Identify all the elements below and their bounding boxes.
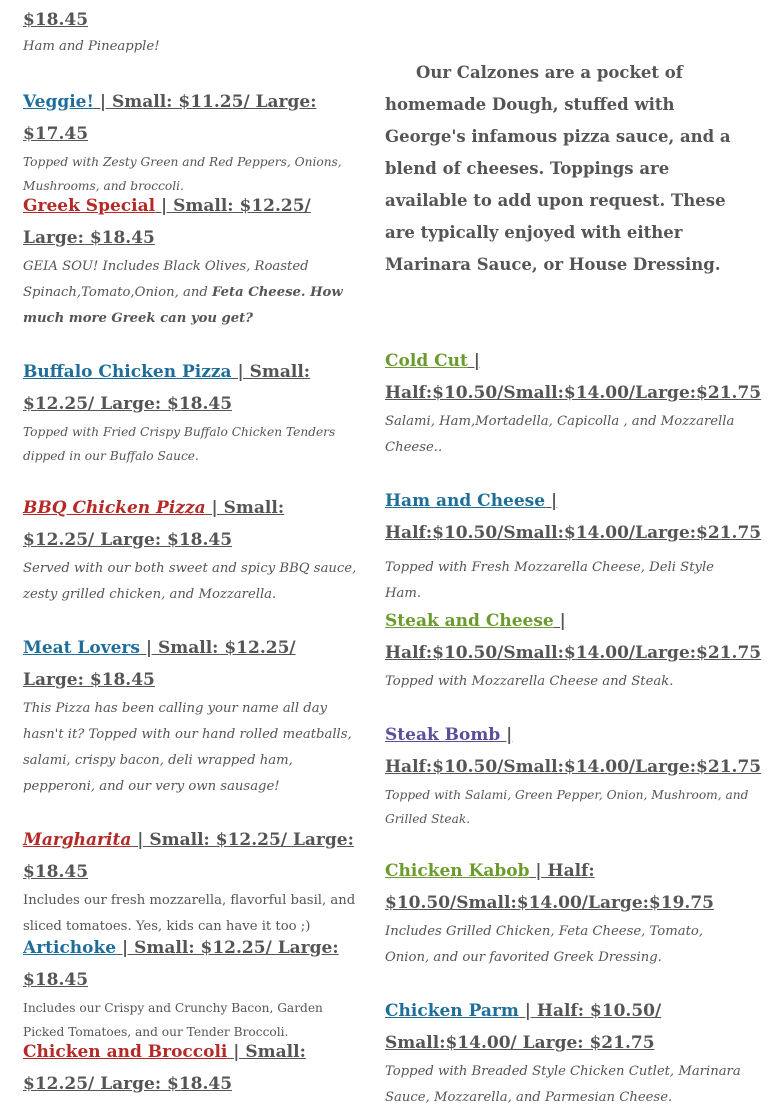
menu-item-link[interactable]: Meat Lovers — [23, 638, 140, 658]
menu-item-description: Ham and Pineapple! — [23, 39, 160, 54]
menu-item-price: | Small: $12.25/ Large: $18.45 — [23, 938, 339, 990]
menu-item-description: Topped with Mozzarella Cheese and Steak. — [385, 674, 674, 689]
menu-item-price: | Small: $12.25/ Large: $18.45 — [23, 362, 311, 414]
calzone-intro: Our Calzones are a pocket of homemade Dough, stuffed with George's infamous pizza sauce, and a blend of cheeses. Toppings are available to add upon request. These are typically enjoyed with either Marinara Sauce, or House Dressing. — [385, 63, 731, 274]
menu-item-link[interactable]: Greek Special — [23, 196, 156, 216]
menu-item-description: Topped with Salami, Green Pepper, Onion, Mushroom, and Grilled Steak. — [385, 788, 749, 826]
menu-item-link[interactable]: Chicken Parm — [385, 1001, 519, 1021]
menu-item-buffalo-chicken — [23, 356, 358, 468]
menu-item-link[interactable]: Chicken Kabob — [385, 861, 530, 881]
menu-item-bbq-chicken — [23, 492, 358, 608]
menu-item-link[interactable]: Margharita — [23, 830, 132, 850]
menu-item-steak-bomb — [385, 719, 762, 831]
menu-item-meat-lovers — [23, 632, 358, 800]
menu-item-price: | Half: $10.50/ Small:$14.00/ Large: $21.75 — [385, 1001, 662, 1053]
menu-item-link[interactable]: Chicken and Broccoli — [23, 1042, 228, 1062]
menu-item-greek-special — [23, 190, 358, 332]
menu-item-veggie — [23, 86, 358, 198]
menu-item-description: Topped with Fried Crispy Buffalo Chicken Tenders dipped in our Buffalo Sauce. — [23, 425, 336, 463]
menu-item-link[interactable]: Steak and Cheese — [385, 611, 554, 631]
menu-item-chicken-broccoli — [23, 1036, 358, 1100]
menu-item-chicken-parm — [385, 995, 750, 1111]
menu-item-price: | Small: $12.25/ Large: $18.45 — [23, 498, 285, 550]
menu-item-price: | Small: $12.25/ Large: $18.45 — [23, 830, 354, 882]
menu-item-price: | Small: $12.25/ Large: $18.45 — [23, 638, 296, 690]
menu-item-chicken-kabob — [385, 855, 750, 971]
menu-item-price: | Half:$10.50/Small:$14.00/Large:$21.75 — [385, 351, 762, 403]
menu-item-link[interactable]: Cold Cut — [385, 351, 468, 371]
menu-item-hawaiian-fragment — [23, 4, 358, 60]
menu-item-price: | Small: $12.25/ Large: $18.45 — [23, 196, 311, 248]
menu-item-link[interactable]: Veggie! — [23, 92, 94, 112]
menu-item-margharita — [23, 824, 358, 940]
menu-item-description: Includes Grilled Chicken, Feta Cheese, Tomato, Onion, and our favorited Greek Dressing. — [385, 924, 704, 965]
menu-item-steak-and-cheese — [385, 605, 762, 695]
menu-item-link[interactable]: Steak Bomb — [385, 725, 501, 745]
menu-item-link[interactable]: Ham and Cheese — [385, 491, 546, 511]
menu-item-description: Salami, Ham,Mortadella, Capicolla , and Mozzarella Cheese.. — [385, 414, 735, 455]
menu-item-price: | Half:$10.50/Small:$14.00/Large:$21.75 — [385, 491, 762, 543]
menu-item-link[interactable]: Artichoke — [23, 938, 117, 958]
menu-item-description: Includes our Crispy and Crunchy Bacon, Garden Picked Tomatoes, and our Tender Broccoli. — [23, 1001, 323, 1039]
menu-item-price: | Half:$10.50/Small:$14.00/Large:$21.75 — [385, 611, 762, 663]
menu-item-link[interactable]: Buffalo Chicken Pizza — [23, 362, 232, 382]
menu-item-description: Topped with Zesty Green and Red Peppers, Onions, Mushrooms, and broccoli. — [23, 155, 342, 193]
menu-item-price: | Half:$10.50/Small:$14.00/Large:$21.75 — [385, 725, 762, 777]
menu-item-description: This Pizza has been calling your name all day hasn't it? Topped with our hand rolled meatballs, salami, crispy bacon, deli wrapped ham, pepperoni, and our very own sausage! — [23, 701, 352, 794]
menu-item-artichoke — [23, 932, 358, 1044]
menu-item-price: | Small: $12.25/ Large: $18.45 — [23, 1042, 306, 1094]
menu-item-description: Includes our fresh mozzarella, flavorful basil, and sliced tomatoes. Yes, kids can have it too ;) — [23, 893, 356, 934]
menu-item-description: GEIA SOU! Includes Black Olives, Roasted Spinach,Tomato,Onion, and Feta Cheese. How much more Greek can you get? — [23, 259, 343, 326]
menu-item-ham-and-cheese — [385, 485, 762, 607]
menu-item-price: | Small: $11.25/ Large: $17.45 — [23, 92, 317, 144]
menu-item-description: Topped with Fresh Mozzarella Cheese, Deli Style Ham. — [385, 560, 714, 601]
menu-item-description: Served with our both sweet and spicy BBQ sauce, zesty grilled chicken, and Mozzarella. — [23, 561, 357, 602]
menu-item-cold-cut — [385, 345, 762, 461]
menu-item-price: $18.45 — [23, 10, 89, 30]
menu-item-price: | Half: $10.50/Small:$14.00/Large:$19.75 — [385, 861, 714, 913]
menu-item-link[interactable]: BBQ Chicken Pizza — [23, 498, 206, 518]
menu-item-description: Topped with Breaded Style Chicken Cutlet, Marinara Sauce, Mozzarella, and Parmesian Cheese. — [385, 1064, 741, 1105]
